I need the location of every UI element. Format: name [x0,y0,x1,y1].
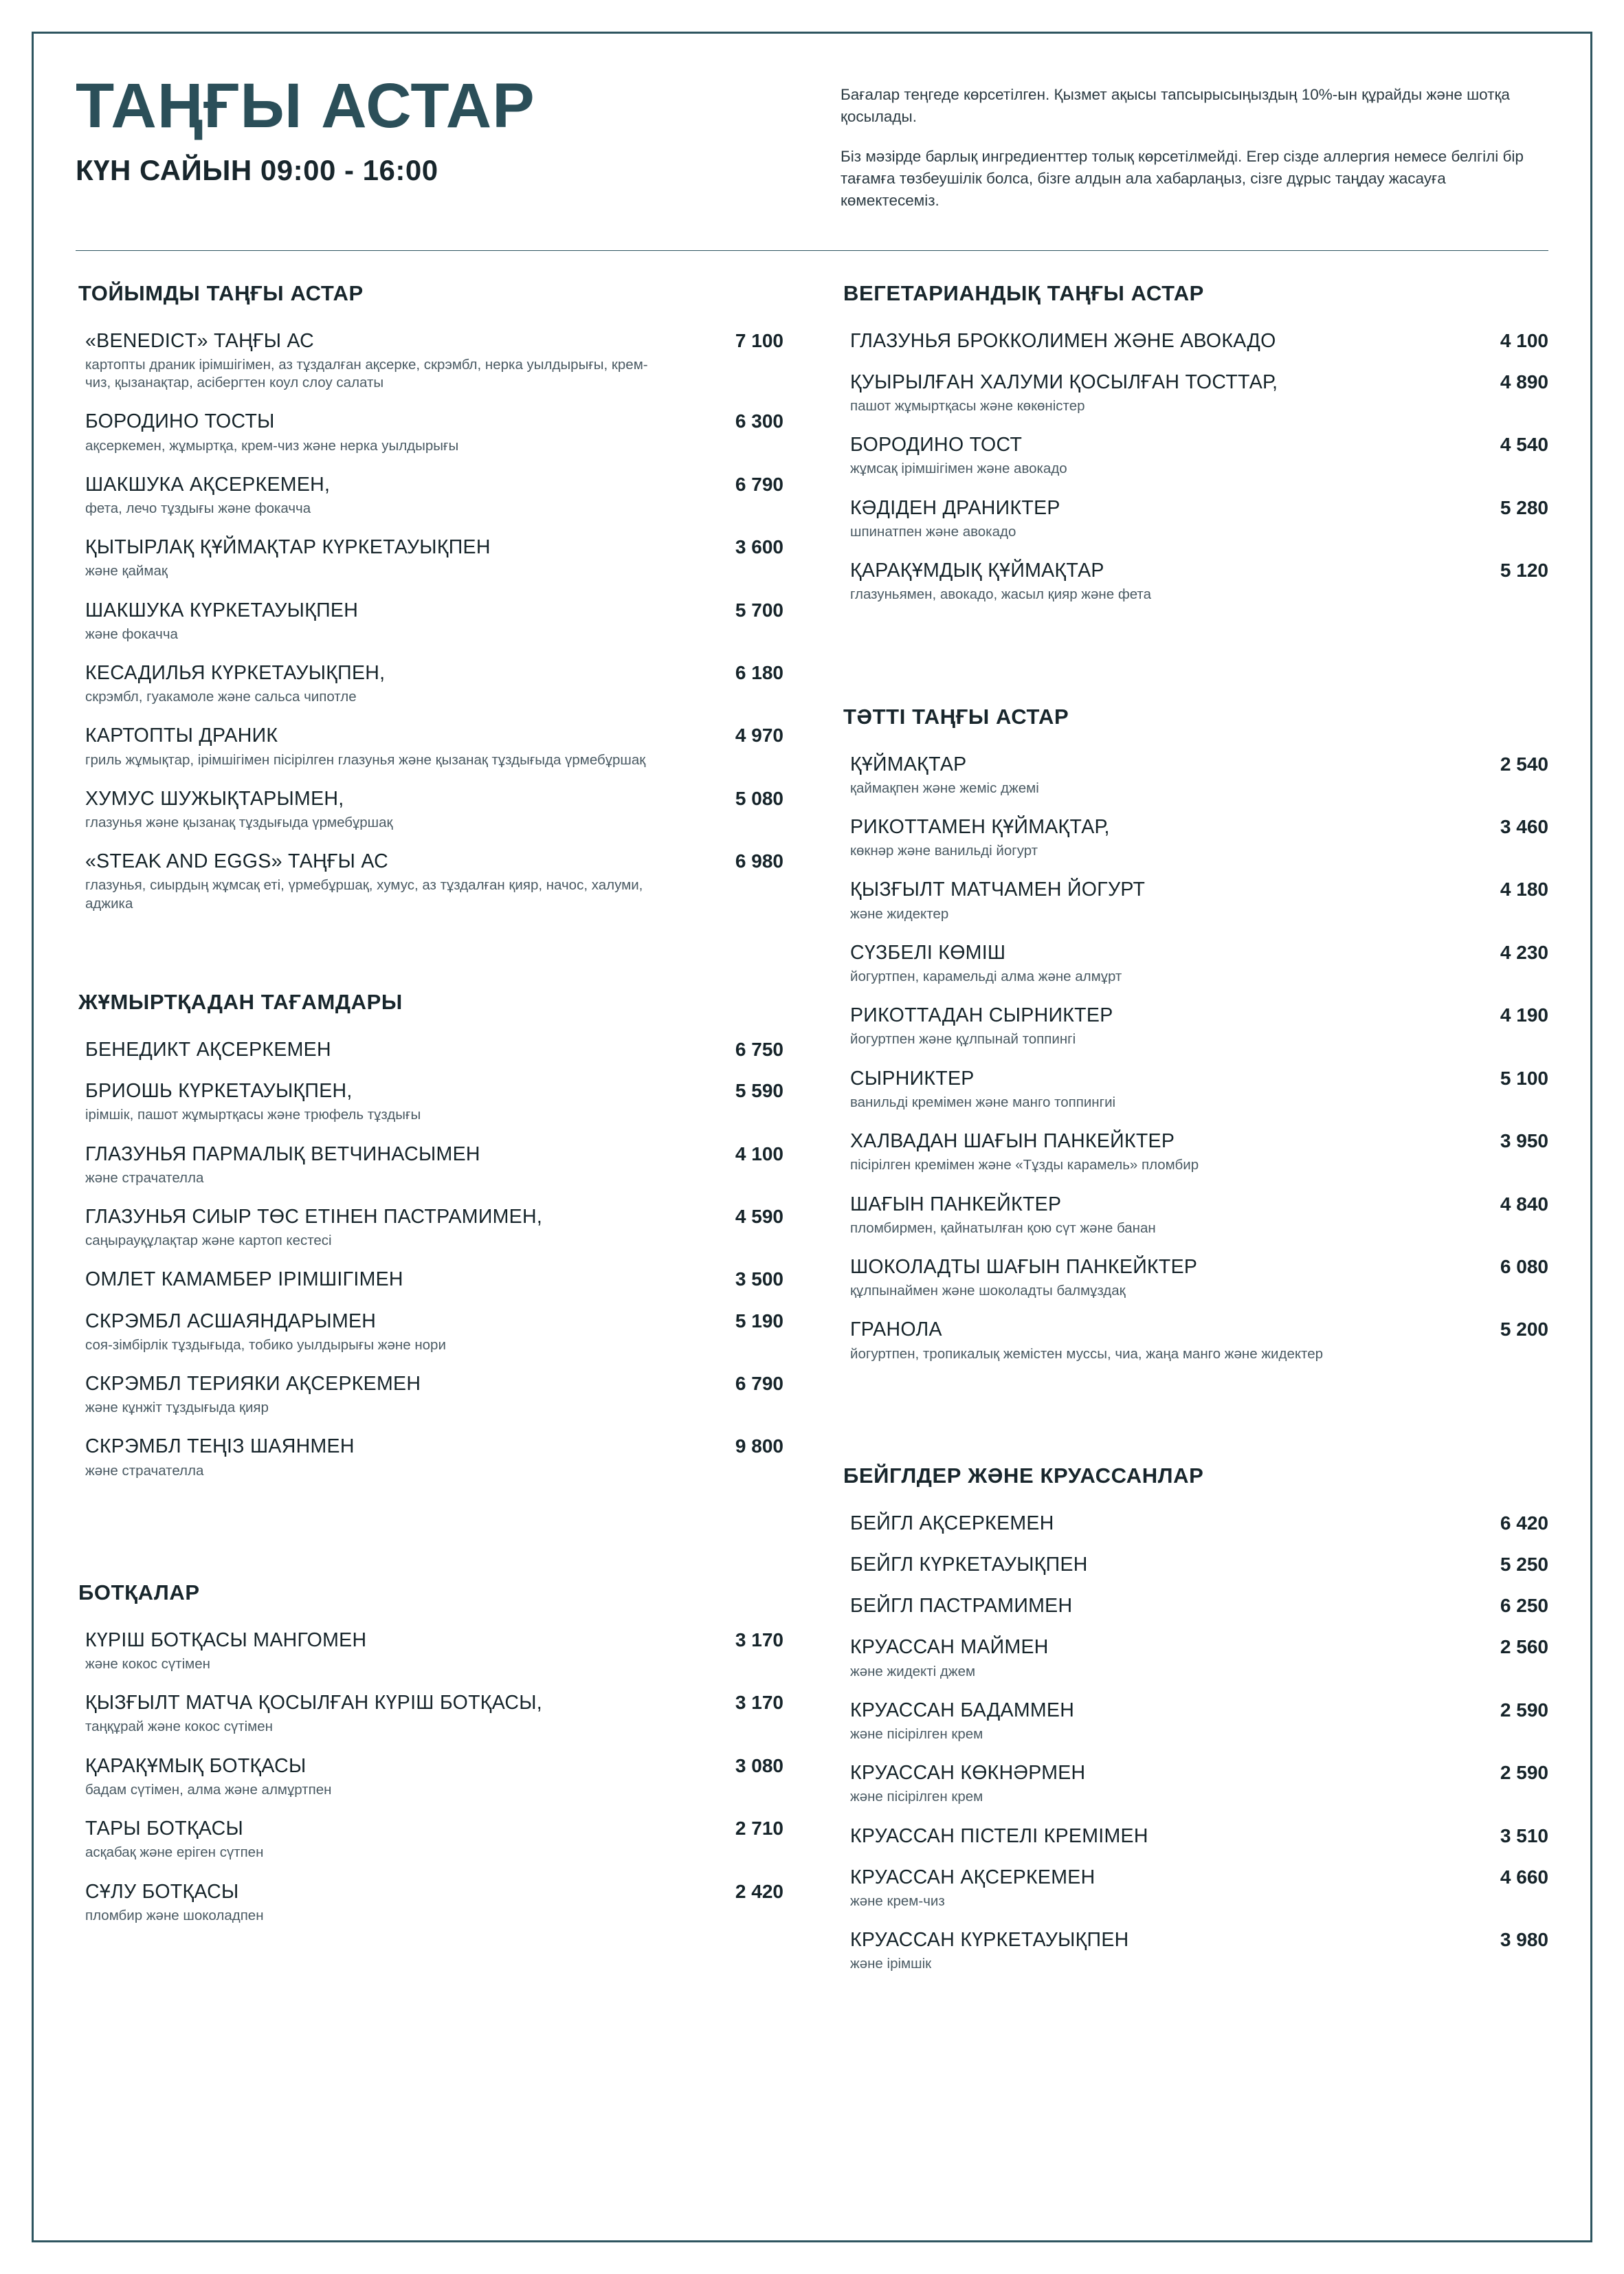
menu-item-main [85,1079,687,1124]
menu-item [841,496,1548,541]
menu-item-main [850,1594,1452,1618]
menu-item-name: ГРАНОЛА [850,1318,942,1341]
menu-item-main [85,1205,687,1250]
menu-item-name: СҰЛУ БОТҚАСЫ [85,1880,239,1903]
menu-item-name: БЕНЕДИКТ АҚСЕРКЕМЕН [85,1038,331,1061]
menu-item-main [85,724,687,769]
menu-item-main [850,878,1452,923]
menu-item-desc: және фокачча [85,626,178,642]
menu-item-desc: скрэмбл, гуакамоле және сальса чипотле [85,689,357,705]
serving-hours: КҮН САЙЫН 09:00 - 16:00 [76,153,438,186]
menu-item-main [850,815,1452,860]
menu-item-price: 2 590 [1500,1762,1548,1784]
menu-item-desc: пломбирмен, қайнатылған қою сүт және банан [850,1219,1156,1236]
menu-item-main [85,410,687,454]
menu-item-main [850,1067,1452,1112]
menu-item-name: ТАРЫ БОТҚАСЫ [85,1818,243,1840]
menu-item-name: КӘДІДЕН ДРАНИКТЕР [850,496,1060,519]
menu-item-price: 4 660 [1500,1866,1548,1888]
menu-item-name: БОРОДИНО ТОСТЫ [85,410,275,433]
menu-item [76,1691,783,1736]
menu-item [76,850,783,913]
menu-item-price: 3 980 [1500,1929,1548,1951]
menu-item-name: КРУАССАН КӨКНӘРМЕН [850,1762,1086,1785]
menu-item-main [85,1268,687,1291]
menu-item-name: ШАКШУКА КҮРКЕТАУЫҚПЕН [85,599,359,621]
menu-item-price: 3 170 [735,1692,783,1714]
menu-item [76,1268,783,1291]
section-bagels-croissants [841,1464,1548,1974]
menu-item-desc: йогуртпен, тропикалық жемістен муссы, чиа, жаңа манго және жидектер [850,1345,1324,1362]
menu-item-main [85,1435,687,1479]
header-divider [76,250,1548,251]
menu-item-main [85,850,687,913]
menu-item-name: РИКОТТАМЕН ҚҰЙМАҚТАР, [850,815,1110,838]
menu-item [841,1318,1548,1362]
menu-item-name: БОРОДИНО ТОСТ [850,434,1023,456]
menu-item-main [85,329,687,393]
section-title: ТӘТТІ ТАҢҒЫ АСТАР [843,704,1069,729]
menu-item-main [85,1817,687,1862]
menu-item-desc: фета, лечо тұздығы және фокачча [85,500,311,516]
menu-item-desc: және пісірілген крем [850,1725,983,1742]
menu-item-desc: ірімшік, пашот жұмыртқасы және трюфель тұздығы [85,1107,421,1123]
menu-item-price: 4 190 [1500,1004,1548,1026]
menu-item-price: 4 590 [735,1205,783,1227]
menu-item-price: 3 080 [735,1754,783,1776]
menu-item-price: 3 950 [1500,1130,1548,1152]
menu-item-name: СЫРНИКТЕР [850,1067,975,1090]
section-gap [76,954,783,990]
menu-item-price: 5 190 [735,1310,783,1332]
menu-item [76,329,783,393]
menu-item-desc: шпинатпен және авокадо [850,523,1016,540]
menu-item-price: 5 590 [735,1080,783,1102]
menu-item-name: КЕСАДИЛЬЯ КҮРКЕТАУЫҚПЕН, [85,662,386,685]
menu-item-price: 5 250 [1500,1553,1548,1575]
menu-item-name: «STEAK AND EGGS» ТАҢҒЫ АС [85,850,388,873]
menu-item-desc: картопты драник ірімшігімен, аз тұздалған ақсерке, скрэмбл, нерка уылдырығы, крем-чиз, қызанақтар, асібергтен коул слоу салаты [85,356,648,391]
menu-item-main [85,473,687,518]
menu-item-main [850,329,1452,353]
menu-item-name: ҚЫТЫРЛАҚ ҚҰЙМАҚТАР КҮРКЕТАУЫҚПЕН [85,536,491,559]
menu-item-name: ШАКШУКА АҚСЕРКЕМЕН, [85,473,331,496]
menu-item [76,1079,783,1124]
menu-item-main [850,1553,1452,1576]
menu-item-price: 5 100 [1500,1067,1548,1089]
menu-item [76,1817,783,1862]
menu-item-price: 6 750 [735,1038,783,1060]
menu-item-name: ГЛАЗУНЬЯ БРОККОЛИМЕН ЖӘНЕ АВОКАДО [850,329,1276,352]
section-vegetarian [841,281,1548,604]
menu-item-name: БРИОШЬ КҮРКЕТАУЫҚПЕН, [85,1080,353,1103]
menu-item-price: 4 890 [1500,371,1548,393]
menu-item-desc: жұмсақ ірімшігімен және авокадо [850,461,1067,477]
menu-item-price: 2 420 [735,1880,783,1902]
menu-item-main [85,1691,687,1736]
menu-item [76,536,783,580]
section-title: БЕЙГЛДЕР ЖӘНЕ КРУАССАНЛАР [843,1463,1204,1488]
menu-item-main [85,536,687,580]
menu-item-name: ҚУЫРЫЛҒАН ХАЛУМИ ҚОСЫЛҒАН ТОСТТАР, [850,371,1278,393]
menu-item [841,753,1548,797]
menu-item-name: ГЛАЗУНЬЯ ПАРМАЛЫҚ ВЕТЧИНАСЫМЕН [85,1142,480,1165]
menu-item [841,1635,1548,1680]
menu-item [76,1629,783,1673]
menu-item-name: СКРЭМБЛ ТЕҢІЗ ШАЯНМЕН [85,1435,355,1458]
menu-item-name: ШОКОЛАДТЫ ШАҒЫН ПАНКЕЙКТЕР [850,1255,1198,1278]
section-hearty-breakfast [76,281,783,913]
menu-item [841,1824,1548,1848]
menu-item-name: ГЛАЗУНЬЯ СИЫР ТӨС ЕТІНЕН ПАСТРАМИМЕН, [85,1205,543,1228]
menu-item [76,599,783,643]
menu-item-name: ОМЛЕТ КАМАМБЕР ІРІМШІГІМЕН [85,1268,403,1291]
menu-item-price: 6 080 [1500,1255,1548,1277]
menu-item-price: 6 180 [735,662,783,684]
menu-item-price: 7 100 [735,329,783,351]
menu-item [841,1866,1548,1910]
menu-item-name: ШАҒЫН ПАНКЕЙКТЕР [850,1193,1062,1215]
section-gap [841,645,1548,705]
menu-item-price: 5 700 [735,599,783,621]
menu-item-desc: пломбир және шоколадпен [85,1907,264,1923]
menu-item [76,661,783,706]
menu-item-name: ҚАРАҚҰМЫҚ БОТҚАСЫ [85,1754,307,1777]
menu-item [841,1193,1548,1237]
menu-content [76,71,1548,2219]
menu-item [76,1038,783,1061]
menu-item-name: ҚАРАҚҰМДЫҚ ҚҰЙМАҚТАР [850,560,1104,582]
section-gap [76,1521,783,1580]
menu-item-price: 2 710 [735,1818,783,1840]
menu-item-price: 6 790 [735,1373,783,1395]
menu-item-main [850,371,1452,415]
menu-item-price: 6 250 [1500,1595,1548,1617]
menu-item [76,1435,783,1479]
menu-item-main [850,1318,1452,1362]
menu-item-main [850,753,1452,797]
menu-item-price: 4 840 [1500,1193,1548,1215]
menu-item-price: 6 790 [735,473,783,495]
menu-item-main [85,787,687,832]
menu-item-desc: және пісірілген крем [850,1789,983,1805]
menu-item [841,329,1548,353]
page-title: ТАҢҒЫ АСТАР [76,71,535,141]
menu-item-main [850,496,1452,541]
menu-item [76,787,783,832]
menu-item-name: БЕЙГЛ АҚСЕРКЕМЕН [850,1512,1054,1534]
menu-item-price: 2 590 [1500,1699,1548,1721]
menu-item [76,473,783,518]
section-title: БОТҚАЛАР [78,1580,200,1604]
menu-item-desc: глазунья, сиырдың жұмсақ еті, үрмебұршақ, хумус, аз тұздалған қияр, начос, халуми, аджика [85,877,643,912]
menu-item [841,1512,1548,1535]
menu-item-main [85,1310,687,1354]
menu-item [841,878,1548,923]
menu-item-desc: йогуртпен, карамельді алма және алмұрт [850,969,1122,985]
menu-item [841,371,1548,415]
menu-item-name: ХУМУС ШУЖЫҚТАРЫМЕН, [85,787,344,810]
menu-item-price: 3 600 [735,536,783,558]
menu-item-desc: пашот жұмыртқасы және көкөністер [850,398,1085,415]
allergy-note: Біз мәзірде барлық ингредиенттер толық көрсетілмейді. Егер сізде аллергия немесе белгілі бір тағамға төзбеушілік болса, бізге алдын ала хабарлаңыз, сізге дұрыс таңдау жасауға көмектесеміз. [841,147,1524,209]
menu-item-price: 9 800 [735,1435,783,1457]
menu-item-main [850,1761,1452,1806]
header-titles [76,71,804,187]
menu-item-desc: құлпынаймен және шоколадты балмұздақ [850,1283,1126,1299]
menu-item-name: ҚЫЗҒЫЛТ МАТЧА ҚОСЫЛҒАН КҮРІШ БОТҚАСЫ, [85,1692,543,1714]
menu-item-price: 4 540 [1500,434,1548,456]
menu-item-desc: және кұнжіт тұздығыда қияр [85,1400,269,1416]
menu-item-main [850,1512,1452,1535]
menu-item [841,941,1548,986]
menu-item-price: 3 510 [1500,1824,1548,1846]
menu-item-desc: және жидектер [850,905,949,922]
menu-item-price: 2 540 [1500,753,1548,775]
menu-item [76,1372,783,1417]
menu-item-desc: және қаймақ [85,563,168,579]
menu-item-name: КРУАССАН МАЙМЕН [850,1636,1049,1659]
menu-header [76,71,1548,212]
menu-item-name: «BENEDICT» ТАҢҒЫ АС [85,329,315,352]
price-note: Бағалар теңгеде көрсетілген. Қызмет ақысы тапсырысыңыздың 10%-ын құрайды және шотқа қосылады. [841,86,1510,125]
menu-item-desc: гриль жұмықтар, ірімшігімен пісірілген глазунья және қызанақ тұздығыда үрмебұршақ [85,751,646,768]
menu-item [76,724,783,769]
left-column [76,281,783,2015]
menu-item-name: СКРЭМБЛ АСШАЯНДАРЫМЕН [85,1310,377,1332]
menu-item-price: 3 500 [735,1268,783,1290]
menu-item-main [85,1372,687,1417]
menu-item-price: 3 170 [735,1629,783,1651]
header-notes [841,74,1548,212]
menu-item-price: 6 980 [735,850,783,872]
menu-item-price: 4 100 [1500,329,1548,351]
menu-item-name: СКРЭМБЛ ТЕРИЯКИ АҚСЕРКЕМЕН [85,1373,421,1395]
menu-item-main [85,1038,687,1061]
menu-item-desc: және крем-чиз [850,1892,945,1909]
menu-item-name: КРУАССАН АҚСЕРКЕМЕН [850,1866,1095,1888]
menu-item-price: 3 460 [1500,815,1548,837]
menu-item-main [850,433,1452,478]
menu-item [76,1880,783,1925]
menu-item [841,1699,1548,1743]
menu-item-main [850,1635,1452,1680]
menu-item-desc: және ірімшік [850,1956,932,1972]
menu-item-price: 6 420 [1500,1512,1548,1534]
menu-item-price: 6 300 [735,410,783,432]
menu-item [841,1928,1548,1973]
menu-item-main [850,1255,1452,1300]
menu-item-main [850,1193,1452,1237]
menu-item-name: КРУАССАН ПІСТЕЛІ КРЕМІМЕН [850,1824,1148,1847]
menu-item [841,1067,1548,1112]
section-title: ЖҰМЫРТҚАДАН ТАҒАМДАРЫ [78,989,403,1014]
menu-item-name: ҚЫЗҒЫЛТ МАТЧАМЕН ЙОГУРТ [850,879,1146,901]
menu-item-name: РИКОТТАДАН СЫРНИКТЕР [850,1004,1113,1027]
menu-item-desc: глазуньямен, авокадо, жасыл қияр және фета [850,586,1151,603]
menu-item [841,433,1548,478]
menu-item-price: 5 280 [1500,496,1548,518]
menu-item-price: 4 230 [1500,941,1548,963]
menu-item-desc: бадам сүтімен, алма және алмұртпен [85,1781,332,1798]
menu-item-desc: соя-зімбірлік тұздығыда, тобико уылдырығы және нори [85,1336,446,1353]
menu-item-desc: ванильді кремімен және манго топпингиі [850,1094,1116,1110]
section-title: ВЕГЕТАРИАНДЫҚ ТАҢҒЫ АСТАР [843,280,1204,305]
menu-item-name: ХАЛВАДАН ШАҒЫН ПАНКЕЙКТЕР [850,1130,1175,1153]
menu-item-price: 5 200 [1500,1318,1548,1340]
menu-columns [76,281,1548,2015]
menu-item-desc: көкнәр және ванильді йогурт [850,843,1038,859]
menu-item-desc: ақсеркемен, жұмыртқа, крем-чиз және нерка уылдырығы [85,437,459,454]
menu-item-desc: қаймақпен және жеміс джемі [850,780,1039,796]
menu-item-price: 4 100 [735,1142,783,1164]
menu-item-name: БЕЙГЛ КҮРКЕТАУЫҚПЕН [850,1553,1088,1576]
menu-item-main [85,1754,687,1799]
menu-item-main [850,1928,1452,1973]
menu-item-price: 5 120 [1500,560,1548,582]
menu-item-name: КҮРІШ БОТҚАСЫ МАНГОМЕН [85,1629,367,1651]
menu-item-desc: йогуртпен және құлпынай топпингі [850,1031,1076,1048]
section-porridges [76,1580,783,1925]
menu-item [76,410,783,454]
menu-item-price: 4 180 [1500,879,1548,901]
menu-item-main [850,1129,1452,1174]
menu-item-main [85,1629,687,1673]
menu-item-desc: және жидекті джем [850,1663,976,1679]
menu-item [841,559,1548,604]
menu-item-main [85,1142,687,1187]
menu-item-name: СҮЗБЕЛІ КӨМІШ [850,941,1006,964]
menu-item [76,1310,783,1354]
menu-item [76,1142,783,1187]
menu-item-desc: таңқұрай және кокос сүтімен [85,1719,273,1735]
right-column [841,281,1548,2015]
menu-item-name: КРУАССАН БАДАММЕН [850,1699,1075,1721]
menu-item-desc: және кокос сүтімен [85,1656,210,1673]
menu-item [841,1594,1548,1618]
menu-item-name: БЕЙГЛ ПАСТРАМИМЕН [850,1595,1073,1618]
menu-item-main [85,599,687,643]
section-egg-dishes [76,990,783,1480]
menu-item-main [850,941,1452,986]
menu-item [841,815,1548,860]
menu-item-main [850,559,1452,604]
menu-item-main [85,661,687,706]
menu-item [841,1553,1548,1576]
section-title: ТОЙЫМДЫ ТАҢҒЫ АСТАР [78,280,364,305]
menu-item [841,1255,1548,1300]
menu-item-name: КАРТОПТЫ ДРАНИК [85,725,278,747]
menu-item-price: 5 080 [735,787,783,809]
menu-item-desc: асқабақ және еріген сүтпен [85,1844,264,1861]
menu-item-desc: және страчателла [85,1462,204,1479]
menu-item [841,1129,1548,1174]
section-gap [841,1404,1548,1464]
menu-item-desc: саңырауқұлақтар және картоп кестесі [85,1233,332,1249]
menu-item-main [850,1004,1452,1048]
menu-item [841,1761,1548,1806]
menu-item-price: 2 560 [1500,1636,1548,1658]
menu-item-desc: пісірілген кремімен және «Тұзды карамель» пломбир [850,1157,1199,1173]
menu-item-price: 4 970 [735,725,783,747]
section-sweet-breakfast [841,705,1548,1363]
menu-item-main [850,1866,1452,1910]
menu-item [76,1205,783,1250]
menu-item-desc: және страчателла [85,1169,204,1186]
menu-item-name: ҚҰЙМАҚТАР [850,753,967,775]
menu-item [76,1754,783,1799]
menu-item-desc: глазунья және қызанақ тұздығыда үрмебұршақ [85,815,393,831]
menu-item-name: КРУАССАН КҮРКЕТАУЫҚПЕН [850,1929,1129,1952]
menu-item-main [850,1824,1452,1848]
menu-item-main [850,1699,1452,1743]
menu-item-main [85,1880,687,1925]
menu-item [841,1004,1548,1048]
